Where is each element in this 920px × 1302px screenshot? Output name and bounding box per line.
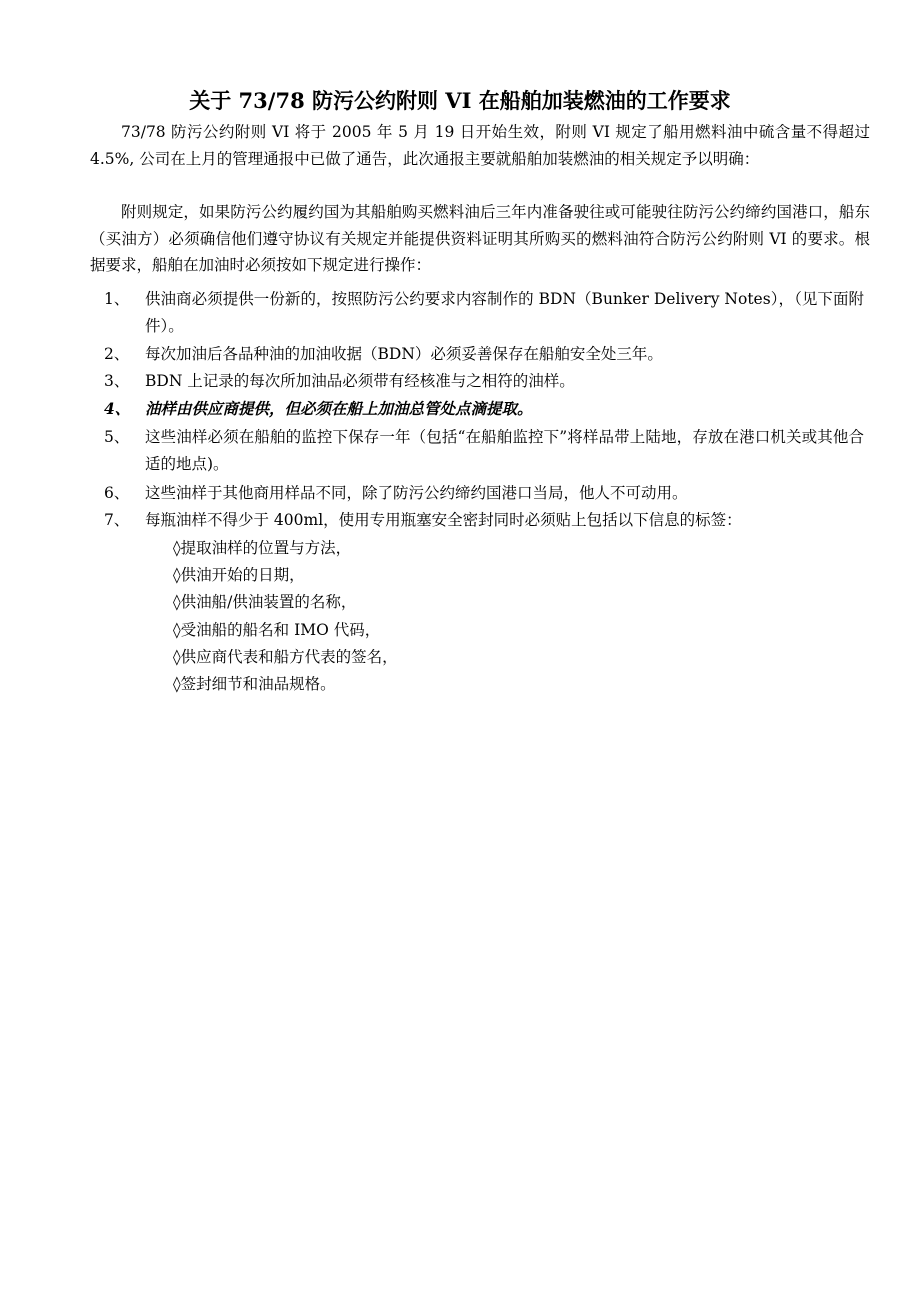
item-text: 每次加油后各品种油的加油收据（BDN）必须妥善保存在船舶安全处三年。: [145, 345, 663, 363]
label-bullet-receiving-ship: ◊受油船的船名和 IMO 代码，: [173, 620, 381, 639]
requirement-item-3: [104, 368, 864, 395]
label-bullet-sampling-location: ◊提取油样的位置与方法，: [173, 539, 352, 557]
requirement-item-1: [104, 286, 864, 339]
label-info-list: [173, 535, 863, 698]
item-number: 6、: [104, 484, 130, 502]
document-title: 关于 73/78 防污公约附则 VI 在船舶加装燃油的工作要求: [189, 88, 731, 113]
item-number: 2、: [104, 345, 130, 363]
item-number: 4、: [104, 399, 131, 418]
requirement-item-4-emphasized: [104, 396, 864, 423]
intro-paragraph-1: 73/78 防污公约附则 VI 将于 2005 年 5 月 19 日开始生效，附则 VI 规定了船用燃料油中硫含量不得超过 4.5%, 公司在上月的管理通报中已做了通告，此次通报主要就船舶加装燃油的相关规定予以明确：: [90, 123, 870, 168]
label-bullet-seal-details: ◊签封细节和油品规格。: [173, 675, 336, 694]
item-text: 供油商必须提供一份新的，按照防污公约要求内容制作的 BDN（Bunker Delivery Notes），（见下面附件）。: [145, 290, 864, 335]
label-bullet-signatures: ◊供应商代表和船方代表的签名，: [173, 647, 398, 666]
item-text: 这些油样必须在船舶的监控下保存一年（包括“在船舶监控下”将样品带上陆地，存放在港口机关或其他合适的地点)。: [145, 428, 864, 473]
label-bullet-supply-date: ◊供油开始的日期，: [173, 566, 305, 585]
item-text: 油样由供应商提供，但必须在船上加油总管处点滴提取。: [145, 399, 533, 418]
label-bullet-supplier-name: ◊供油船/供油装置的名称，: [173, 593, 357, 612]
item-number: 1、: [104, 290, 130, 308]
requirement-item-7: [104, 507, 864, 534]
requirement-item-2: [104, 341, 864, 368]
requirement-item-5: [104, 424, 864, 477]
intro-paragraph-2: 附则规定，如果防污公约履约国为其船舶购买燃料油后三年内准备驶往或可能驶往防污公约缔约国港口，船东（买油方）必须确信他们遵守协议有关规定并能提供资料证明其所购买的燃料油符合防污公约附则 VI 的要求。根据要求，船舶在加油时必须按如下规定进行操作：: [90, 203, 870, 274]
item-text: 这些油样于其他商用样品不同，除了防污公约缔约国港口当局，他人不可动用。: [145, 484, 688, 502]
item-number: 3、: [104, 372, 130, 390]
item-text: 每瓶油样不得少于 400ml，使用专用瓶塞安全密封同时必须贴上包括以下信息的标签：: [145, 511, 742, 529]
item-number: 7、: [104, 511, 130, 529]
item-number: 5、: [104, 428, 130, 446]
item-text: BDN 上记录的每次所加油品必须带有经核准与之相符的油样。: [145, 372, 575, 390]
requirement-item-6: [104, 480, 864, 507]
